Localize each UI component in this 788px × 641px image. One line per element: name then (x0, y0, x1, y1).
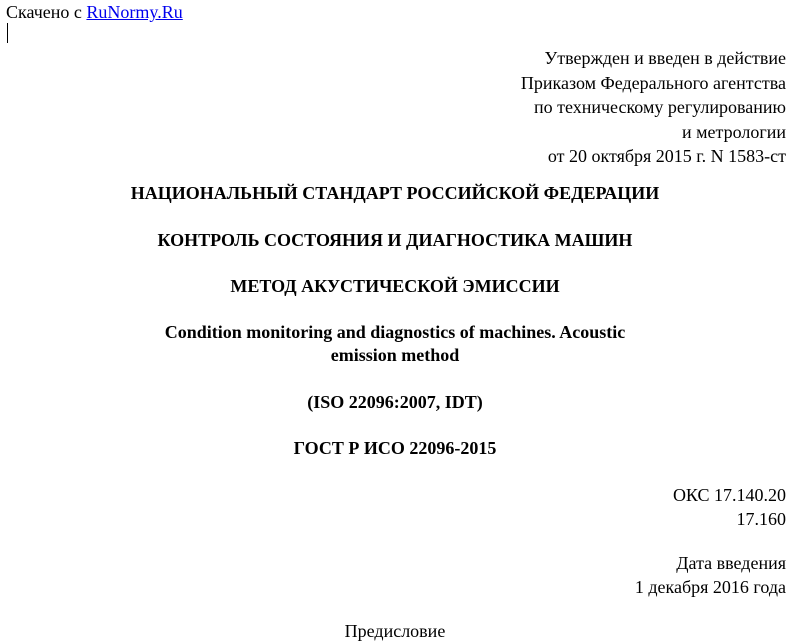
iso-reference: (ISO 22096:2007, IDT) (307, 392, 483, 412)
text-cursor (7, 23, 8, 43)
approval-block (521, 46, 786, 169)
runormy-link[interactable]: RuNormy.Ru (86, 2, 183, 22)
intro-date-block (635, 551, 786, 599)
approval-line: Приказом Федерального агентства (520, 72, 786, 93)
approval-line: по техническому регулированию (533, 97, 786, 117)
approval-line: Утвержден и введен в действие (544, 48, 786, 68)
subject-title: КОНТРОЛЬ СОСТОЯНИЯ И ДИАГНОСТИКА МАШИН (157, 230, 633, 250)
intro-date-label: Дата введения (676, 553, 786, 573)
approval-line: и метрологии (682, 121, 786, 142)
standard-title: НАЦИОНАЛЬНЫЙ СТАНДАРТ РОССИЙСКОЙ ФЕДЕРАЦИИ (130, 183, 660, 203)
gost-number: ГОСТ Р ИСО 22096-2015 (293, 438, 497, 458)
intro-date-value: 1 декабря 2016 года (634, 577, 786, 597)
method-title: МЕТОД АКУСТИЧЕСКОЙ ЭМИССИИ (230, 276, 560, 296)
source-line (6, 1, 183, 23)
oks-line-1: ОКС 17.140.20 (672, 485, 786, 505)
approval-line: от 20 октября 2015 г. N 1583-ст (547, 146, 786, 166)
oks-block (673, 483, 786, 531)
english-title (0, 321, 788, 367)
source-prefix: Скачено с (6, 2, 87, 22)
english-title-line-2: emission method (330, 345, 460, 365)
english-title-line-1: Condition monitoring and diagnostics of machines. Acoustic (164, 322, 626, 342)
preface-heading: Предисловие (344, 621, 446, 641)
oks-line-2: 17.160 (736, 509, 786, 529)
